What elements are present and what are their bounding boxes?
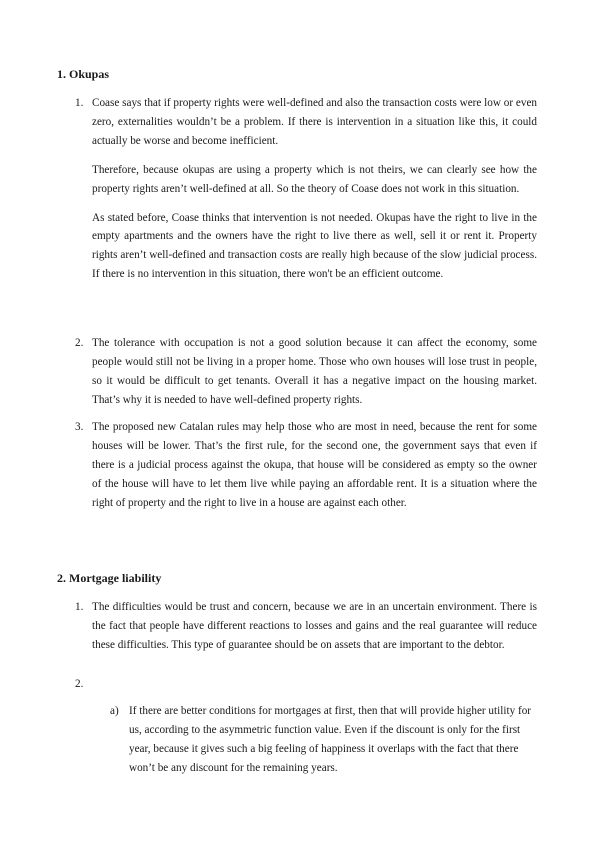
paragraph: Therefore, because okupas are using a property which is not theirs, we can clearly see how the property rights aren’t well-defined at all. So the theory of Coase does not work in this situation. (92, 163, 537, 195)
sub-list-letter: a) (110, 705, 119, 717)
paragraph: As stated before, Coase thinks that intervention is not needed. Okupas have the right to live in the empty apartments and the owners have the right to live there as well, sell it or rent it. Property rights aren’t well-defined and transaction costs are really high because of the slow judicial process. If there is no intervention in this situation, there won't be an efficient outcome. (92, 211, 537, 281)
paragraph: If there are better conditions for mortgages at first, then that will provide higher utility for us, according to the asymmetric function value. Even if the discount is only for the first year, because it gives such a big feeling of happiness it overlaps with the fact that there won’t be any discount for the remaining years. (129, 705, 532, 774)
paragraph: The difficulties would be trust and concern, because we are in an uncertain environment. There is the fact that people have different reactions to losses and gains and the real guarantee will reduce these difficulties. This type of guarantee should be on assets that are important to the debtor. (92, 601, 537, 651)
section-heading-okupas: 1. Okupas (57, 67, 110, 81)
okupas-item-3 (75, 418, 537, 513)
okupas-item-1 (75, 94, 537, 284)
section-heading-mortgage-liability: 2. Mortgage liability (57, 571, 162, 585)
mortgage-subitem-a (110, 702, 537, 778)
mortgage-item-1 (75, 598, 537, 655)
paragraph: Coase says that if property rights were well-defined and also the transaction costs were low or even zero, externalities wouldn’t be a problem. If there is intervention in a situation like this, it could actually be worse and become inefficient. (92, 97, 537, 147)
list-number: 2. (75, 337, 84, 349)
list-number: 1. (75, 601, 84, 613)
list-number: 2. (75, 678, 84, 690)
list-number: 1. (75, 97, 84, 109)
paragraph: The tolerance with occupation is not a good solution because it can affect the economy, some people would still not be living in a proper home. Those who own houses will lose trust in people, so it would be difficult to get tenants. Overall it has a negative impact on the housing market. That’s why it is needed to have well-defined property rights. (92, 337, 537, 406)
okupas-item-2 (75, 334, 537, 410)
list-number: 3. (75, 421, 84, 433)
paragraph: The proposed new Catalan rules may help those who are most in need, because the rent for some houses will be lower. That’s the first rule, for the second one, the government says that even if there is a judicial process against the okupa, that house will be considered as empty so the owner of the house will have to let them live while paying an affordable rent. It is a situation where the right of property and the right to live in a house are against each other. (92, 421, 537, 509)
